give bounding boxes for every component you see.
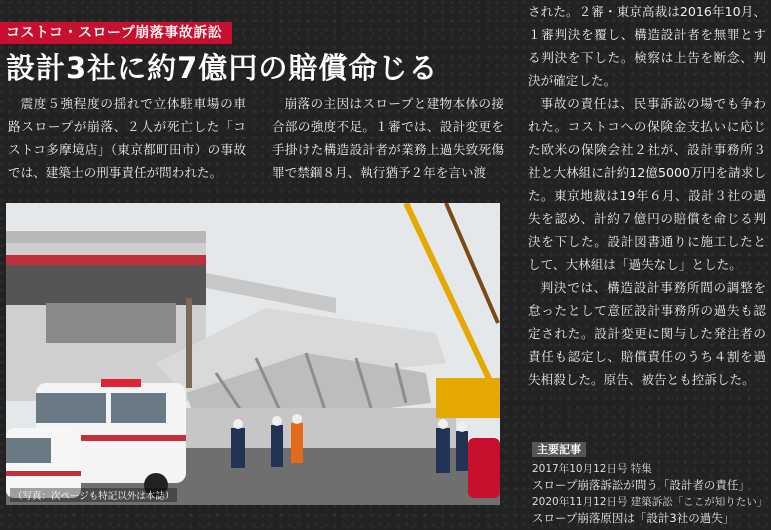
collapsed-slope-illustration bbox=[6, 203, 500, 505]
related-article-meta: 2020年11月12日号 建築訴訟「ここが知りたい」 bbox=[532, 496, 768, 508]
headline: 設計3社に約7億円の賠償命じる bbox=[6, 51, 439, 85]
related-articles-title: 主要記事 bbox=[532, 442, 586, 457]
article-column-2 bbox=[272, 92, 504, 184]
paragraph: 事故の責任は、民事訴訟の場でも争われた。コストコへの保険金支払いに応じた欧米の保険会社２社が、設計事務所３社と大林組に計約12億5000万円を請求した。東京地裁は19年６月、設計３社の過失を認め、計約７億円の賠償を命じる判決を下した。設計図書通りに施工したとして、大林組は「過失なし」とした。 bbox=[528, 96, 766, 272]
photo-caption: （写真：次ページも特記以外は本誌） bbox=[10, 488, 177, 502]
paragraph-continuation: された。２審・東京高裁は2016年10月、１審判決を覆し、構造設計者を無罪とする判決を下した。検察は上告を断念、判決が確定した。 bbox=[528, 4, 766, 88]
accident-photo bbox=[6, 203, 500, 505]
related-article-item bbox=[532, 493, 768, 526]
category-tag: コストコ・スロープ崩落事故訴訟 bbox=[0, 22, 232, 44]
related-article-title: スロープ崩落訴訟が問う「設計者の責任」 bbox=[532, 478, 750, 492]
paragraph: 震度５強程度の揺れで立体駐車場の車路スロープが崩落、２人が死亡した「コストコ多摩境店」（東京都町田市）の事故では、建築士の刑事責任が問われた。 bbox=[8, 96, 246, 180]
related-article-title: スロープ崩落原因は「設計3社の過失」 bbox=[532, 511, 735, 525]
related-article-meta: 2017年10月12日号 特集 bbox=[532, 463, 652, 475]
article-column-1 bbox=[8, 92, 246, 184]
paragraph: 崩落の主因はスロープと建物本体の接合部の強度不足。１審では、設計変更を手掛けた構造設計者が業務上過失致死傷罪で禁錮８月、執行猶予２年を言い渡 bbox=[272, 96, 504, 180]
related-articles bbox=[532, 438, 768, 526]
related-article-item bbox=[532, 460, 768, 493]
paragraph: 判決では、構造設計事務所間の調整を怠ったとして意匠設計事務所の過失も認定された。設計変更に関与した発注者の責任も認定し、賠償責任のうち４割を過失相殺した。原告、被告とも控訴した。 bbox=[528, 280, 766, 387]
article-column-3 bbox=[528, 0, 766, 391]
